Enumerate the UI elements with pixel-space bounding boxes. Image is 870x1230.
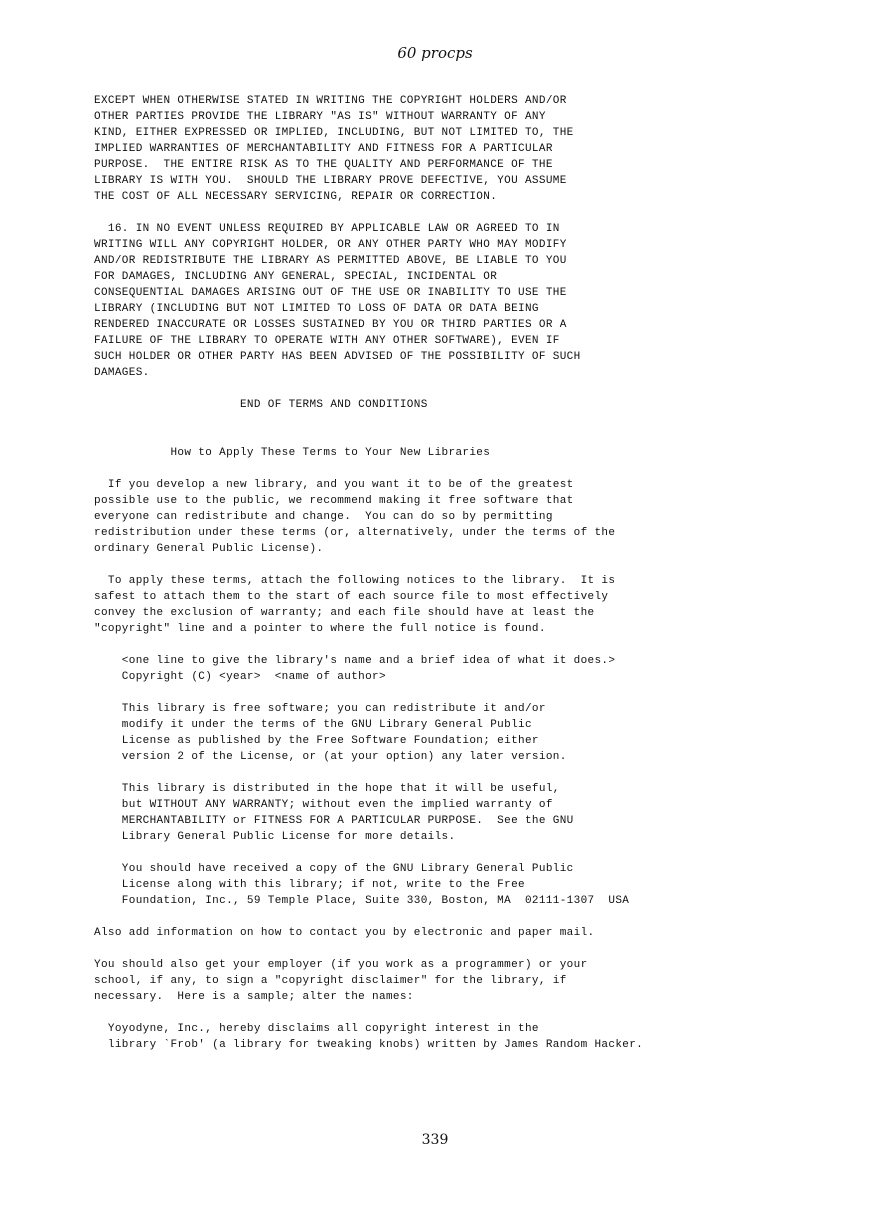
running-header: 60 procps bbox=[397, 44, 473, 62]
license-text-block: EXCEPT WHEN OTHERWISE STATED IN WRITING THE COPYRIGHT HOLDERS AND/OR OTHER PARTIES PROVIDE THE LIBRARY "AS IS" WITHOUT WARRANTY OF ANY KIND, EITHER EXPRESSED OR IMPLIED, INCLUDING, BUT NOT LIMITED TO, THE IMPLIED WARRANTIES OF MERCHANTABILITY AND FITNESS FOR A PARTICULAR PURPOSE. THE ENTIRE RISK AS TO THE QUALITY AND PERFORMANCE OF THE LIBRARY IS WITH YOU. SHOULD THE LIBRARY PROVE DEFECTIVE, YOU ASSUME THE COST OF ALL NECESSARY SERVICING, REPAIR OR CORRECTION. 16. IN NO EVENT UNLESS REQUIRED BY APPLICABLE LAW OR AGREED TO IN WRITING WILL ANY COPYRIGHT HOLDER, OR ANY OTHER PARTY WHO MAY MODIFY AND/OR REDISTRIBUTE THE LIBRARY AS PERMITTED ABOVE, BE LIABLE TO YOU FOR DAMAGES, INCLUDING ANY GENERAL, SPECIAL, INCIDENTAL OR CONSEQUENTIAL DAMAGES ARISING OUT OF THE USE OR INABILITY TO USE THE LIBRARY (INCLUDING BUT NOT LIMITED TO LOSS OF DATA OR DATA BEING RENDERED INACCURATE OR LOSSES SUSTAINED BY YOU OR THIRD PARTIES OR A FAILURE OF THE LIBRARY TO OPERATE WITH ANY OTHER SOFTWARE), EVEN IF SUCH HOLDER OR OTHER PARTY HAS BEEN ADVISED OF THE POSSIBILITY OF SUCH DAMAGES. END OF TERMS AND CONDITIONS How to Apply These Terms to Your New Libraries If you develop a new library, and you want it to be of the greatest possible use to the public, we recommend making it free software that everyone can redistribute and change. You can do so by permitting redistribution under these terms (or, alternatively, under the terms of the ordinary General Public License). To apply these terms, attach the following notices to the library. It is safest to attach them to the start of each source file to most effectively convey the exclusion of warranty; and each file should have at least the "copyright" line and a pointer to where the full notice is found. <one line to give the library's name and a brief idea of what it does.> Copyright (C) <year> <name of author> This library is free software; you can redistribute it and/or modify it under the terms of the GNU Library General Public License as published by the Free Software Foundation; either version 2 of the License, or (at your option) any later version. This library is distributed in the hope that it will be useful, but WITHOUT ANY WARRANTY; without even the implied warranty of MERCHANTABILITY or FITNESS FOR A PARTICULAR PURPOSE. See the GNU Library General Public License for more details. You should have received a copy of the GNU Library General Public License along with this library; if not, write to the Free Foundation, Inc., 59 Temple Place, Suite 330, Boston, MA 02111-1307 USA Also add information on how to contact you by electronic and paper mail. You should also get your employer (if you work as a programmer) or your school, if any, to sign a "copyright disclaimer" for the library, if necessary. Here is a sample; alter the names: Yoyodyne, Inc., hereby disclaims all copyright interest in the library `Frob' (a library for tweaking knobs) written by James Random Hacker. bbox=[94, 95, 644, 1051]
page-number: 339 bbox=[421, 1132, 449, 1148]
